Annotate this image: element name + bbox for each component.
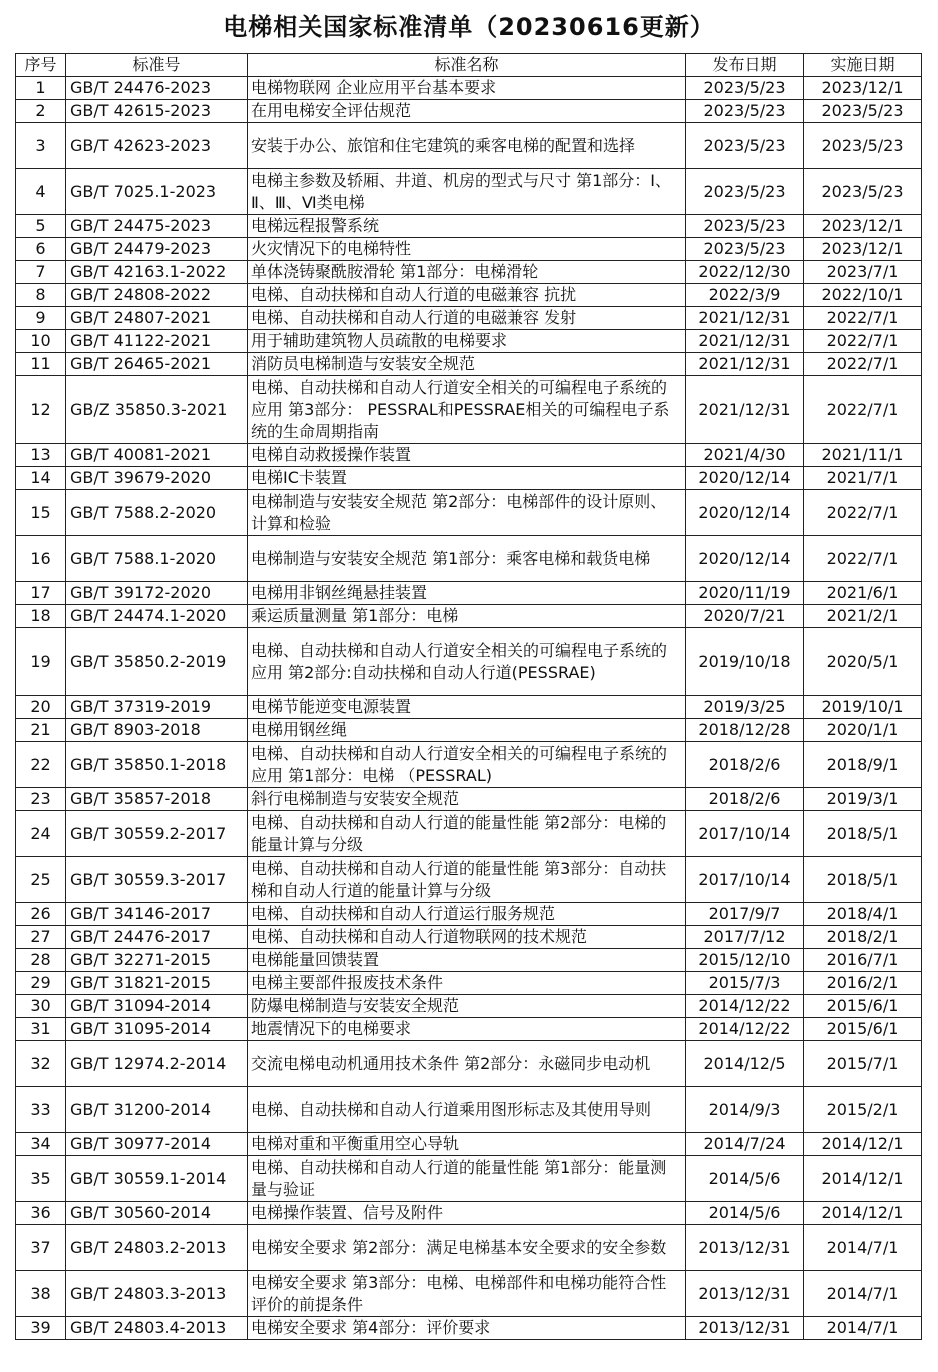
cell-standard-name: 电梯用非钢丝绳悬挂装置 bbox=[248, 582, 686, 605]
cell-standard-code: GB/T 24476-2023 bbox=[66, 77, 248, 100]
cell-publish-date: 2018/2/6 bbox=[686, 742, 804, 788]
cell-standard-name: 电梯、自动扶梯和自动人行道的能量性能 第2部分：电梯的能量计算与分级 bbox=[248, 811, 686, 857]
cell-standard-code: GB/T 35857-2018 bbox=[66, 788, 248, 811]
header-no: 序号 bbox=[16, 54, 66, 77]
cell-no: 2 bbox=[16, 100, 66, 123]
cell-standard-code: GB/T 24807-2021 bbox=[66, 307, 248, 330]
cell-implement-date: 2015/2/1 bbox=[804, 1087, 922, 1133]
cell-standard-name: 消防员电梯制造与安装安全规范 bbox=[248, 353, 686, 376]
cell-standard-code: GB/T 40081-2021 bbox=[66, 444, 248, 467]
cell-standard-code: GB/T 24475-2023 bbox=[66, 215, 248, 238]
cell-publish-date: 2021/12/31 bbox=[686, 376, 804, 444]
cell-publish-date: 2015/7/3 bbox=[686, 972, 804, 995]
cell-standard-code: GB/T 8903-2018 bbox=[66, 719, 248, 742]
table-row bbox=[16, 1087, 922, 1133]
cell-standard-code: GB/T 31094-2014 bbox=[66, 995, 248, 1018]
cell-publish-date: 2023/5/23 bbox=[686, 238, 804, 261]
cell-implement-date: 2021/2/1 bbox=[804, 605, 922, 628]
cell-standard-code: GB/T 30977-2014 bbox=[66, 1133, 248, 1156]
cell-standard-code: GB/T 39172-2020 bbox=[66, 582, 248, 605]
cell-implement-date: 2015/6/1 bbox=[804, 1018, 922, 1041]
cell-publish-date: 2023/5/23 bbox=[686, 77, 804, 100]
cell-standard-name: 电梯能量回馈装置 bbox=[248, 949, 686, 972]
cell-implement-date: 2022/7/1 bbox=[804, 490, 922, 536]
cell-implement-date: 2021/7/1 bbox=[804, 467, 922, 490]
cell-implement-date: 2023/5/23 bbox=[804, 169, 922, 215]
table-row bbox=[16, 123, 922, 169]
cell-implement-date: 2018/4/1 bbox=[804, 903, 922, 926]
cell-no: 38 bbox=[16, 1271, 66, 1317]
cell-no: 12 bbox=[16, 376, 66, 444]
cell-implement-date: 2019/3/1 bbox=[804, 788, 922, 811]
cell-no: 26 bbox=[16, 903, 66, 926]
cell-publish-date: 2014/5/6 bbox=[686, 1202, 804, 1225]
cell-implement-date: 2023/7/1 bbox=[804, 261, 922, 284]
cell-publish-date: 2023/5/23 bbox=[686, 169, 804, 215]
cell-standard-name: 交流电梯电动机通用技术条件 第2部分：永磁同步电动机 bbox=[248, 1041, 686, 1087]
table-row bbox=[16, 628, 922, 696]
cell-publish-date: 2018/12/28 bbox=[686, 719, 804, 742]
table-row bbox=[16, 215, 922, 238]
cell-standard-name: 电梯、自动扶梯和自动人行道安全相关的可编程电子系统的应用 第3部分： PESSRAL和PESSRAE相关的可编程电子系统的生命周期指南 bbox=[248, 376, 686, 444]
cell-standard-code: GB/T 34146-2017 bbox=[66, 903, 248, 926]
cell-standard-name: 电梯、自动扶梯和自动人行道的能量性能 第3部分：自动扶梯和自动人行道的能量计算与分级 bbox=[248, 857, 686, 903]
table-row bbox=[16, 788, 922, 811]
header-publish-date: 发布日期 bbox=[686, 54, 804, 77]
cell-implement-date: 2016/2/1 bbox=[804, 972, 922, 995]
cell-implement-date: 2022/7/1 bbox=[804, 536, 922, 582]
cell-no: 4 bbox=[16, 169, 66, 215]
cell-implement-date: 2020/5/1 bbox=[804, 628, 922, 696]
cell-standard-code: GB/T 7588.1-2020 bbox=[66, 536, 248, 582]
cell-implement-date: 2015/7/1 bbox=[804, 1041, 922, 1087]
cell-implement-date: 2021/6/1 bbox=[804, 582, 922, 605]
cell-publish-date: 2014/12/5 bbox=[686, 1041, 804, 1087]
cell-standard-code: GB/T 24803.2-2013 bbox=[66, 1225, 248, 1271]
cell-standard-code: GB/T 30559.3-2017 bbox=[66, 857, 248, 903]
cell-implement-date: 2023/12/1 bbox=[804, 77, 922, 100]
table-row bbox=[16, 307, 922, 330]
cell-standard-name: 电梯、自动扶梯和自动人行道安全相关的可编程电子系统的应用 第1部分：电梯 （PESSRAL) bbox=[248, 742, 686, 788]
cell-publish-date: 2022/3/9 bbox=[686, 284, 804, 307]
cell-standard-name: 电梯、自动扶梯和自动人行道的电磁兼容 抗扰 bbox=[248, 284, 686, 307]
cell-standard-code: GB/T 42615-2023 bbox=[66, 100, 248, 123]
table-row bbox=[16, 261, 922, 284]
cell-standard-name: 单体浇铸聚酰胺滑轮 第1部分：电梯滑轮 bbox=[248, 261, 686, 284]
cell-publish-date: 2017/7/12 bbox=[686, 926, 804, 949]
cell-publish-date: 2020/12/14 bbox=[686, 467, 804, 490]
cell-no: 11 bbox=[16, 353, 66, 376]
cell-standard-code: GB/Z 35850.3-2021 bbox=[66, 376, 248, 444]
cell-standard-code: GB/T 39679-2020 bbox=[66, 467, 248, 490]
cell-implement-date: 2023/12/1 bbox=[804, 215, 922, 238]
cell-publish-date: 2021/12/31 bbox=[686, 353, 804, 376]
cell-standard-name: 电梯制造与安装安全规范 第1部分：乘客电梯和载货电梯 bbox=[248, 536, 686, 582]
table-header-row bbox=[16, 54, 922, 77]
cell-standard-code: GB/T 30559.1-2014 bbox=[66, 1156, 248, 1202]
cell-publish-date: 2014/9/3 bbox=[686, 1087, 804, 1133]
table-row bbox=[16, 1133, 922, 1156]
cell-no: 34 bbox=[16, 1133, 66, 1156]
cell-implement-date: 2014/7/1 bbox=[804, 1271, 922, 1317]
cell-standard-code: GB/T 26465-2021 bbox=[66, 353, 248, 376]
table-row bbox=[16, 490, 922, 536]
cell-standard-code: GB/T 30560-2014 bbox=[66, 1202, 248, 1225]
cell-implement-date: 2023/5/23 bbox=[804, 123, 922, 169]
cell-implement-date: 2022/7/1 bbox=[804, 307, 922, 330]
cell-standard-name: 电梯、自动扶梯和自动人行道物联网的技术规范 bbox=[248, 926, 686, 949]
cell-no: 23 bbox=[16, 788, 66, 811]
cell-publish-date: 2017/9/7 bbox=[686, 903, 804, 926]
cell-standard-name: 电梯对重和平衡重用空心导轨 bbox=[248, 1133, 686, 1156]
cell-implement-date: 2023/12/1 bbox=[804, 238, 922, 261]
cell-standard-code: GB/T 24479-2023 bbox=[66, 238, 248, 261]
standards-table bbox=[15, 53, 922, 1340]
cell-standard-code: GB/T 24803.4-2013 bbox=[66, 1317, 248, 1340]
cell-standard-code: GB/T 35850.1-2018 bbox=[66, 742, 248, 788]
cell-publish-date: 2014/5/6 bbox=[686, 1156, 804, 1202]
cell-standard-name: 用于辅助建筑物人员疏散的电梯要求 bbox=[248, 330, 686, 353]
cell-standard-code: GB/T 30559.2-2017 bbox=[66, 811, 248, 857]
cell-implement-date: 2014/7/1 bbox=[804, 1225, 922, 1271]
cell-standard-code: GB/T 24803.3-2013 bbox=[66, 1271, 248, 1317]
cell-standard-name: 电梯节能逆变电源装置 bbox=[248, 696, 686, 719]
cell-standard-code: GB/T 37319-2019 bbox=[66, 696, 248, 719]
cell-implement-date: 2014/7/1 bbox=[804, 1317, 922, 1340]
cell-publish-date: 2020/12/14 bbox=[686, 490, 804, 536]
table-row bbox=[16, 903, 922, 926]
cell-standard-name: 电梯安全要求 第3部分：电梯、电梯部件和电梯功能符合性评价的前提条件 bbox=[248, 1271, 686, 1317]
cell-standard-name: 电梯主要部件报废技术条件 bbox=[248, 972, 686, 995]
cell-no: 25 bbox=[16, 857, 66, 903]
cell-no: 37 bbox=[16, 1225, 66, 1271]
cell-no: 3 bbox=[16, 123, 66, 169]
cell-publish-date: 2014/12/22 bbox=[686, 995, 804, 1018]
cell-implement-date: 2015/6/1 bbox=[804, 995, 922, 1018]
table-row bbox=[16, 811, 922, 857]
cell-no: 9 bbox=[16, 307, 66, 330]
cell-implement-date: 2023/5/23 bbox=[804, 100, 922, 123]
cell-standard-code: GB/T 31200-2014 bbox=[66, 1087, 248, 1133]
cell-publish-date: 2013/12/31 bbox=[686, 1317, 804, 1340]
cell-publish-date: 2021/4/30 bbox=[686, 444, 804, 467]
cell-standard-name: 电梯、自动扶梯和自动人行道安全相关的可编程电子系统的应用 第2部分:自动扶梯和自动人行道(PESSRAE) bbox=[248, 628, 686, 696]
cell-standard-name: 地震情况下的电梯要求 bbox=[248, 1018, 686, 1041]
cell-implement-date: 2014/12/1 bbox=[804, 1202, 922, 1225]
cell-publish-date: 2013/12/31 bbox=[686, 1271, 804, 1317]
cell-no: 18 bbox=[16, 605, 66, 628]
cell-standard-name: 安装于办公、旅馆和住宅建筑的乘客电梯的配置和选择 bbox=[248, 123, 686, 169]
cell-publish-date: 2020/7/21 bbox=[686, 605, 804, 628]
table-row bbox=[16, 742, 922, 788]
table-row bbox=[16, 536, 922, 582]
cell-no: 14 bbox=[16, 467, 66, 490]
table-row bbox=[16, 582, 922, 605]
table-row bbox=[16, 1271, 922, 1317]
cell-implement-date: 2022/7/1 bbox=[804, 330, 922, 353]
table-row bbox=[16, 949, 922, 972]
cell-publish-date: 2013/12/31 bbox=[686, 1225, 804, 1271]
cell-standard-code: GB/T 42163.1-2022 bbox=[66, 261, 248, 284]
cell-standard-code: GB/T 31821-2015 bbox=[66, 972, 248, 995]
cell-standard-name: 电梯安全要求 第4部分：评价要求 bbox=[248, 1317, 686, 1340]
table-row bbox=[16, 719, 922, 742]
table-row bbox=[16, 284, 922, 307]
cell-no: 15 bbox=[16, 490, 66, 536]
cell-no: 6 bbox=[16, 238, 66, 261]
header-name: 标准名称 bbox=[248, 54, 686, 77]
table-row bbox=[16, 1202, 922, 1225]
table-row bbox=[16, 972, 922, 995]
cell-implement-date: 2022/7/1 bbox=[804, 376, 922, 444]
table-row bbox=[16, 330, 922, 353]
cell-standard-name: 电梯操作装置、信号及附件 bbox=[248, 1202, 686, 1225]
cell-publish-date: 2023/5/23 bbox=[686, 215, 804, 238]
cell-implement-date: 2020/1/1 bbox=[804, 719, 922, 742]
cell-no: 7 bbox=[16, 261, 66, 284]
cell-standard-name: 电梯、自动扶梯和自动人行道的能量性能 第1部分：能量测量与验证 bbox=[248, 1156, 686, 1202]
table-row bbox=[16, 995, 922, 1018]
header-code: 标准号 bbox=[66, 54, 248, 77]
cell-publish-date: 2023/5/23 bbox=[686, 100, 804, 123]
cell-no: 20 bbox=[16, 696, 66, 719]
cell-no: 8 bbox=[16, 284, 66, 307]
cell-standard-code: GB/T 41122-2021 bbox=[66, 330, 248, 353]
cell-standard-code: GB/T 12974.2-2014 bbox=[66, 1041, 248, 1087]
cell-standard-code: GB/T 42623-2023 bbox=[66, 123, 248, 169]
table-row bbox=[16, 353, 922, 376]
cell-implement-date: 2014/12/1 bbox=[804, 1156, 922, 1202]
table-row bbox=[16, 467, 922, 490]
cell-standard-name: 电梯主参数及轿厢、井道、机房的型式与尺寸 第1部分：Ⅰ、Ⅱ、Ⅲ、Ⅵ类电梯 bbox=[248, 169, 686, 215]
cell-implement-date: 2018/5/1 bbox=[804, 857, 922, 903]
cell-implement-date: 2022/7/1 bbox=[804, 353, 922, 376]
cell-no: 10 bbox=[16, 330, 66, 353]
cell-no: 33 bbox=[16, 1087, 66, 1133]
cell-standard-name: 电梯IC卡装置 bbox=[248, 467, 686, 490]
cell-standard-code: GB/T 7588.2-2020 bbox=[66, 490, 248, 536]
cell-standard-name: 火灾情况下的电梯特性 bbox=[248, 238, 686, 261]
cell-publish-date: 2022/12/30 bbox=[686, 261, 804, 284]
cell-standard-name: 电梯制造与安装安全规范 第2部分：电梯部件的设计原则、计算和检验 bbox=[248, 490, 686, 536]
table-row bbox=[16, 1225, 922, 1271]
cell-publish-date: 2021/12/31 bbox=[686, 330, 804, 353]
cell-publish-date: 2014/12/22 bbox=[686, 1018, 804, 1041]
cell-no: 5 bbox=[16, 215, 66, 238]
cell-standard-name: 电梯远程报警系统 bbox=[248, 215, 686, 238]
cell-publish-date: 2014/7/24 bbox=[686, 1133, 804, 1156]
table-row bbox=[16, 100, 922, 123]
cell-standard-code: GB/T 32271-2015 bbox=[66, 949, 248, 972]
table-row bbox=[16, 605, 922, 628]
cell-no: 21 bbox=[16, 719, 66, 742]
cell-standard-name: 防爆电梯制造与安装安全规范 bbox=[248, 995, 686, 1018]
cell-no: 30 bbox=[16, 995, 66, 1018]
cell-publish-date: 2023/5/23 bbox=[686, 123, 804, 169]
cell-no: 32 bbox=[16, 1041, 66, 1087]
cell-standard-name: 在用电梯安全评估规范 bbox=[248, 100, 686, 123]
cell-publish-date: 2015/12/10 bbox=[686, 949, 804, 972]
cell-standard-name: 电梯物联网 企业应用平台基本要求 bbox=[248, 77, 686, 100]
table-row bbox=[16, 238, 922, 261]
cell-publish-date: 2019/10/18 bbox=[686, 628, 804, 696]
cell-publish-date: 2020/11/19 bbox=[686, 582, 804, 605]
cell-publish-date: 2021/12/31 bbox=[686, 307, 804, 330]
table-row bbox=[16, 696, 922, 719]
cell-no: 31 bbox=[16, 1018, 66, 1041]
cell-standard-code: GB/T 7025.1-2023 bbox=[66, 169, 248, 215]
cell-implement-date: 2016/7/1 bbox=[804, 949, 922, 972]
cell-no: 13 bbox=[16, 444, 66, 467]
cell-standard-code: GB/T 24476-2017 bbox=[66, 926, 248, 949]
cell-no: 24 bbox=[16, 811, 66, 857]
cell-standard-name: 电梯自动救援操作装置 bbox=[248, 444, 686, 467]
cell-implement-date: 2022/10/1 bbox=[804, 284, 922, 307]
cell-standard-code: GB/T 35850.2-2019 bbox=[66, 628, 248, 696]
cell-standard-code: GB/T 24474.1-2020 bbox=[66, 605, 248, 628]
cell-standard-name: 乘运质量测量 第1部分：电梯 bbox=[248, 605, 686, 628]
cell-no: 29 bbox=[16, 972, 66, 995]
cell-no: 22 bbox=[16, 742, 66, 788]
cell-no: 1 bbox=[16, 77, 66, 100]
cell-implement-date: 2014/12/1 bbox=[804, 1133, 922, 1156]
table-row bbox=[16, 376, 922, 444]
cell-standard-code: GB/T 24808-2022 bbox=[66, 284, 248, 307]
cell-publish-date: 2020/12/14 bbox=[686, 536, 804, 582]
cell-publish-date: 2017/10/14 bbox=[686, 857, 804, 903]
cell-implement-date: 2018/5/1 bbox=[804, 811, 922, 857]
cell-publish-date: 2019/3/25 bbox=[686, 696, 804, 719]
table-row bbox=[16, 857, 922, 903]
table-body bbox=[16, 77, 922, 1340]
table-row bbox=[16, 1156, 922, 1202]
cell-no: 16 bbox=[16, 536, 66, 582]
cell-implement-date: 2018/2/1 bbox=[804, 926, 922, 949]
cell-no: 35 bbox=[16, 1156, 66, 1202]
cell-standard-name: 电梯、自动扶梯和自动人行道的电磁兼容 发射 bbox=[248, 307, 686, 330]
cell-standard-name: 电梯、自动扶梯和自动人行道乘用图形标志及其使用导则 bbox=[248, 1087, 686, 1133]
cell-standard-name: 电梯安全要求 第2部分：满足电梯基本安全要求的安全参数 bbox=[248, 1225, 686, 1271]
cell-no: 27 bbox=[16, 926, 66, 949]
cell-no: 17 bbox=[16, 582, 66, 605]
cell-no: 28 bbox=[16, 949, 66, 972]
cell-standard-name: 电梯用钢丝绳 bbox=[248, 719, 686, 742]
cell-no: 39 bbox=[16, 1317, 66, 1340]
table-row bbox=[16, 444, 922, 467]
cell-publish-date: 2018/2/6 bbox=[686, 788, 804, 811]
table-row bbox=[16, 926, 922, 949]
cell-implement-date: 2018/9/1 bbox=[804, 742, 922, 788]
table-row bbox=[16, 77, 922, 100]
cell-implement-date: 2021/11/1 bbox=[804, 444, 922, 467]
cell-standard-name: 电梯、自动扶梯和自动人行道运行服务规范 bbox=[248, 903, 686, 926]
table-row bbox=[16, 1317, 922, 1340]
header-implement-date: 实施日期 bbox=[804, 54, 922, 77]
cell-standard-code: GB/T 31095-2014 bbox=[66, 1018, 248, 1041]
table-row bbox=[16, 1018, 922, 1041]
cell-no: 36 bbox=[16, 1202, 66, 1225]
cell-implement-date: 2019/10/1 bbox=[804, 696, 922, 719]
cell-no: 19 bbox=[16, 628, 66, 696]
cell-standard-name: 斜行电梯制造与安装安全规范 bbox=[248, 788, 686, 811]
page-title: 电梯相关国家标准清单（20230616更新） bbox=[223, 13, 715, 41]
table-row bbox=[16, 169, 922, 215]
table-row bbox=[16, 1041, 922, 1087]
cell-publish-date: 2017/10/14 bbox=[686, 811, 804, 857]
